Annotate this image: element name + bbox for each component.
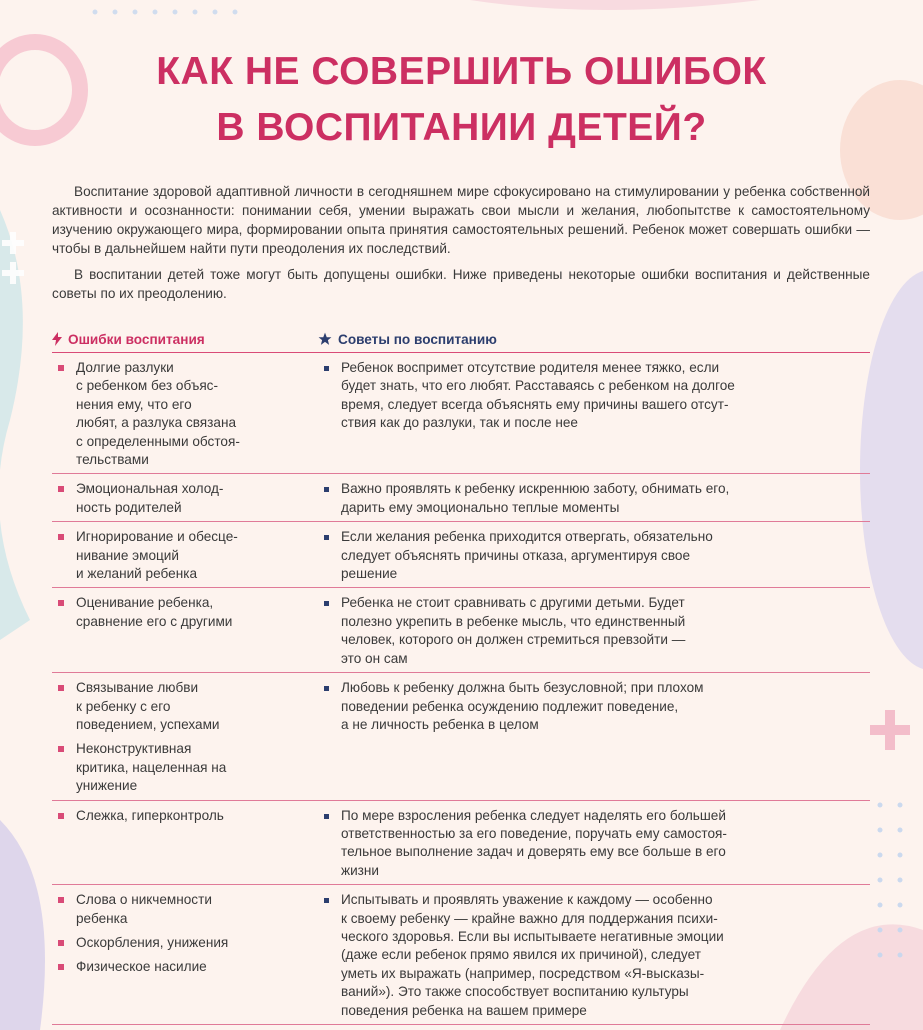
mistakes-cell bbox=[52, 807, 318, 881]
page-title bbox=[0, 44, 923, 156]
header-mistakes bbox=[52, 332, 318, 347]
advice-item bbox=[318, 480, 870, 517]
mistake-item bbox=[52, 740, 304, 795]
advice-text: Любовь к ребенку должна быть безусловной; при плохом поведении ребенка осуждению подлежит поведение, а не личность ребенка в целом bbox=[341, 680, 704, 732]
square-bullet-icon bbox=[58, 685, 64, 691]
square-bullet-icon bbox=[324, 535, 329, 540]
square-bullet-icon bbox=[324, 366, 329, 371]
square-bullet-icon bbox=[58, 365, 64, 371]
square-bullet-icon bbox=[324, 601, 329, 606]
mistake-text: Слежка, гиперконтроль bbox=[76, 807, 224, 823]
advice-cell bbox=[318, 480, 870, 517]
square-bullet-icon bbox=[58, 940, 64, 946]
mistake-text: Связывание любви к ребенку с его поведением, успехами bbox=[76, 680, 220, 732]
table-row bbox=[52, 522, 870, 588]
intro-paragraph-1: Воспитание здоровой адаптивной личности в сегодняшнем мире сфокусировано на стимулировании у ребенка собственной активности и осознанности: понимании себя, умении выражать свои мысли и желания, любопытстве к самостоятельному изучению окружающего мира, формировании опыта принятия самостоятельных решений. Ребенок может совершать ошибки — чтобы в дальнейшем найти пути преодоления их последствий. bbox=[52, 184, 870, 256]
star-icon bbox=[318, 332, 332, 346]
advice-item bbox=[318, 359, 870, 433]
table-row bbox=[52, 353, 870, 474]
advice-cell bbox=[318, 807, 870, 881]
table-row bbox=[52, 801, 870, 886]
mistake-item bbox=[52, 528, 304, 583]
square-bullet-icon bbox=[324, 686, 329, 691]
header-mistakes-label: Ошибки воспитания bbox=[68, 331, 205, 347]
advice-item bbox=[318, 891, 870, 1020]
mistake-text: Игнорирование и обесце- нивание эмоций и желаний ребенка bbox=[76, 529, 238, 582]
square-bullet-icon bbox=[58, 600, 64, 606]
square-bullet-icon bbox=[58, 964, 64, 970]
mistake-text: Оскорбления, унижения bbox=[76, 934, 229, 950]
square-bullet-icon bbox=[324, 487, 329, 492]
table-body bbox=[52, 353, 870, 1025]
advice-text: Испытывать и проявлять уважение к каждому — особенно к своему ребенку — крайне важно для поддержания психи- ческого здоровья. Если вы испытываете негативные эмоции (даже если ребенок прямо явился их причиной), следует уметь их выражать (например, посредством «Я-высказы- ваний»). Это также способствует воспитанию культуры поведения ребенка на вашем примере bbox=[341, 892, 724, 1018]
mistake-item bbox=[52, 958, 304, 976]
header-advice-label: Советы по воспитанию bbox=[338, 331, 497, 347]
mistake-item bbox=[52, 807, 304, 825]
advice-cell bbox=[318, 359, 870, 469]
table-row bbox=[52, 673, 870, 800]
square-bullet-icon bbox=[58, 897, 64, 903]
advice-table bbox=[52, 326, 870, 1025]
advice-cell bbox=[318, 528, 870, 583]
mistake-text: Долгие разлуки с ребенком без объяс- нения ему, что его любят, а разлука связана с определенными обстоя- тельствами bbox=[76, 360, 240, 468]
square-bullet-icon bbox=[58, 746, 64, 752]
advice-item bbox=[318, 528, 870, 583]
advice-item bbox=[318, 807, 870, 881]
title-line-1: КАК НЕ СОВЕРШИТЬ ОШИБОК bbox=[156, 50, 767, 93]
mistakes-cell bbox=[52, 594, 318, 668]
mistakes-cell bbox=[52, 359, 318, 469]
square-bullet-icon bbox=[324, 898, 329, 903]
intro-text bbox=[52, 182, 870, 310]
advice-cell bbox=[318, 679, 870, 795]
title-line-2: В ВОСПИТАНИИ ДЕТЕЙ? bbox=[216, 106, 707, 149]
advice-item bbox=[318, 594, 870, 668]
table-row bbox=[52, 588, 870, 673]
square-bullet-icon bbox=[58, 813, 64, 819]
mistake-item bbox=[52, 679, 304, 734]
mistakes-cell bbox=[52, 480, 318, 517]
mistake-text: Эмоциональная холод- ность родителей bbox=[76, 481, 224, 515]
mistake-text: Слова о никчемности ребенка bbox=[76, 892, 212, 926]
mistake-item bbox=[52, 934, 304, 952]
mistake-item bbox=[52, 891, 304, 928]
mistake-text: Оценивание ребенка, сравнение его с другими bbox=[76, 595, 233, 629]
mistake-text: Физическое насилие bbox=[76, 959, 207, 975]
advice-cell bbox=[318, 594, 870, 668]
square-bullet-icon bbox=[324, 814, 329, 819]
mistake-item bbox=[52, 594, 304, 631]
mistake-item bbox=[52, 359, 304, 469]
advice-text: По мере взросления ребенка следует наделять его большей ответственностью за его поведение, поручать ему самостоя- тельное выполнение задач и доверять ему все больше в его жизни bbox=[341, 807, 727, 878]
table-header bbox=[52, 326, 870, 353]
advice-text: Важно проявлять к ребенку искреннюю заботу, обнимать его, дарить ему эмоционально теплые моменты bbox=[341, 481, 730, 515]
advice-text: Ребенок воспримет отсутствие родителя менее тяжко, если будет знать, что его любят. Расставаясь с ребенком на долгое время, следует всегда объяснять ему причины вашего отсут- ствия как до разлуки, так и после нее bbox=[341, 360, 735, 431]
mistakes-cell bbox=[52, 679, 318, 795]
table-row bbox=[52, 885, 870, 1025]
lightning-icon bbox=[52, 332, 62, 346]
mistakes-cell bbox=[52, 528, 318, 583]
advice-item bbox=[318, 679, 870, 734]
mistake-text: Неконструктивная критика, нацеленная на унижение bbox=[76, 741, 227, 794]
advice-cell bbox=[318, 891, 870, 1020]
table-row bbox=[52, 474, 870, 522]
mistake-item bbox=[52, 480, 304, 517]
square-bullet-icon bbox=[58, 534, 64, 540]
advice-text: Если желания ребенка приходится отвергать, обязательно следует объяснять причины отказа, аргументируя свое решение bbox=[341, 529, 713, 582]
advice-text: Ребенка не стоит сравнивать с другими детьми. Будет полезно укрепить в ребенке мысль, что единственный человек, которого он должен стремиться превзойти — это он сам bbox=[341, 595, 686, 666]
square-bullet-icon bbox=[58, 486, 64, 492]
mistakes-cell bbox=[52, 891, 318, 1020]
header-advice bbox=[318, 332, 870, 347]
intro-paragraph-2: В воспитании детей тоже могут быть допущены ошибки. Ниже приведены некоторые ошибки воспитания и действенные советы по их преодолению. bbox=[52, 267, 870, 301]
